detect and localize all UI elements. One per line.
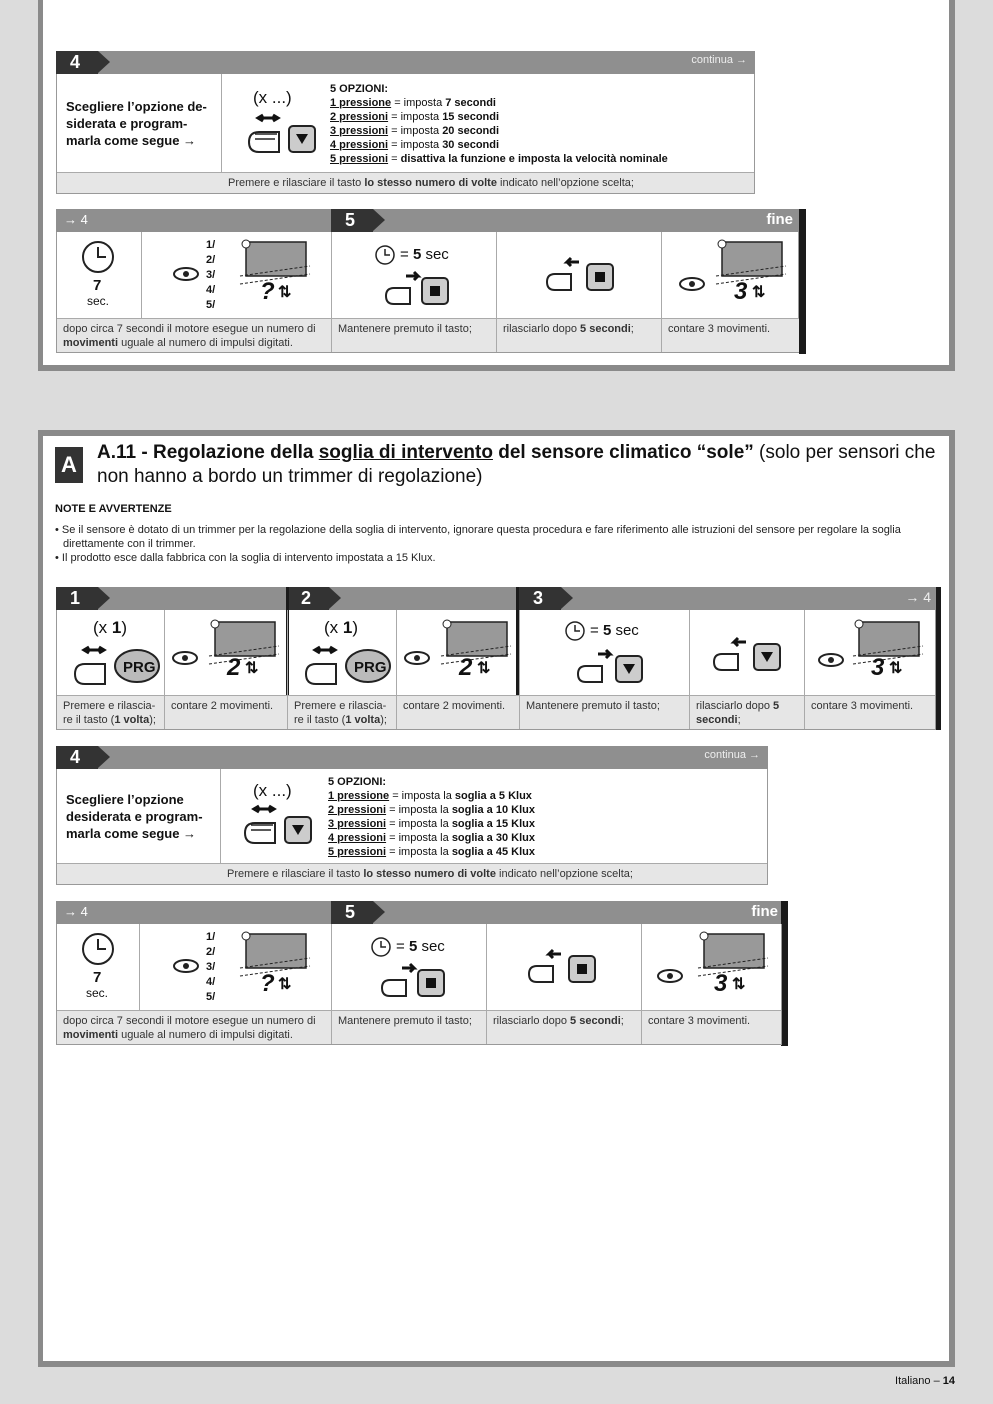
row2-note-a: dopo circa 7 secondi il motore esegue un numero di movimenti uguale al numero di impulsi digitati. <box>57 1010 332 1044</box>
hold-duration: = 5 sec <box>396 938 445 955</box>
up-down-arrows-icon: ⇅ <box>889 660 903 677</box>
eye-icon <box>172 958 200 979</box>
hand-down-button-icon <box>572 644 652 691</box>
seconds-unit: sec. <box>86 986 109 1000</box>
roller-shutter-icon <box>238 236 318 317</box>
step3-number: 3 <box>519 587 561 610</box>
step2-note: Premere e rilascia-re il tasto (1 volta); <box>288 695 397 729</box>
hand-down-button-icon <box>241 112 321 167</box>
seconds-unit: sec. <box>87 294 110 308</box>
row2-note-b: Mantenere premuto il tasto; <box>332 318 497 352</box>
options-list <box>328 775 535 859</box>
movement-count: 2 <box>459 654 473 681</box>
step-number: 4 <box>56 746 98 769</box>
eye-icon <box>172 266 200 287</box>
svg-text:PRG: PRG <box>123 659 156 676</box>
up-down-arrows-icon: ⇅ <box>477 660 491 677</box>
row2-note-d: contare 3 movimenti. <box>662 318 799 352</box>
row2-note-a: dopo circa 7 secondi il motore esegue un numero di movimenti uguale al numero di impulsi digitati. <box>57 318 332 352</box>
press-count: (x ...) <box>253 88 292 107</box>
bottom-step4-header <box>56 746 768 769</box>
option-2: 2 pressioni = imposta 15 secondi <box>330 111 500 123</box>
note-bullet-2: • Il prodotto esce dalla fabbrica con la soglia di intervento impostata a 15 Klux. <box>55 552 436 564</box>
step4-note: Premere e rilasciare il tasto lo stesso numero di volte indicato nell’opzione scelta; <box>57 172 754 193</box>
clock-icon <box>564 620 586 647</box>
clock-icon <box>370 936 392 963</box>
eye-icon <box>171 650 199 671</box>
press-count: (x 1) <box>93 618 128 637</box>
language-label: Italiano – <box>895 1375 943 1387</box>
row2-body <box>56 232 799 353</box>
up-down-arrows-icon: ⇅ <box>732 976 746 993</box>
option-3: 3 pressioni = imposta la soglia a 15 Klux <box>328 818 535 830</box>
hand-release-button-icon <box>708 632 788 679</box>
option-1: 1 pressione = imposta la soglia a 5 Klux <box>328 790 532 802</box>
step5-number: 5 <box>331 209 373 232</box>
notes-list <box>55 523 945 565</box>
step1-count-note: contare 2 movimenti. <box>165 695 288 729</box>
step5-number: 5 <box>331 901 373 924</box>
hand-stop-button-icon <box>376 960 456 1005</box>
step4-instruction: Scegliere l’opzione de-siderata e program-marla come segue → <box>66 99 207 148</box>
roller-shutter-icon <box>207 616 287 697</box>
step2-number: 2 <box>287 587 329 610</box>
end-label: fine <box>766 211 793 228</box>
goto-step4-label: → 4 <box>64 212 88 227</box>
roller-shutter-icon <box>696 928 776 1009</box>
step1-number: 1 <box>56 587 98 610</box>
step4-instruction: Scegliere l’opzione desiderata e program-marla come segue → <box>66 792 203 841</box>
step4-body <box>56 74 755 194</box>
hand-down-button-icon <box>237 803 317 858</box>
row2-header <box>56 209 801 232</box>
movement-count: 3 <box>734 278 748 305</box>
continue-label: continua → <box>704 749 760 761</box>
option-1: 1 pressione = imposta 7 secondi <box>330 97 496 109</box>
seconds-value: 7 <box>93 277 102 294</box>
option-4: 4 pressioni = imposta 30 secondi <box>330 139 500 151</box>
eye-icon <box>678 276 706 297</box>
roller-shutter-icon <box>851 616 931 697</box>
step-number: 4 <box>56 51 98 74</box>
hand-stop-button-icon <box>380 268 460 313</box>
options-title: 5 OPZIONI: <box>330 83 389 95</box>
press-count: (x ...) <box>253 781 292 800</box>
bottom-step4-body <box>56 769 768 885</box>
up-down-arrows-icon: ⇅ <box>278 976 292 993</box>
up-down-arrows-icon: ⇅ <box>278 284 292 301</box>
roller-shutter-icon <box>714 236 794 317</box>
bottom-panel <box>38 430 955 1367</box>
options-list <box>330 82 668 166</box>
movement-count: 2 <box>227 654 241 681</box>
section-badge: A <box>55 447 83 483</box>
clock-icon <box>374 244 396 271</box>
row2-note-c: rilasciarlo dopo 5 secondi; <box>487 1010 642 1044</box>
bottom-row1-header <box>56 587 939 610</box>
step1-note: Premere e rilascia-re il tasto (1 volta); <box>57 695 165 729</box>
hand-prg-button-icon <box>67 642 163 697</box>
eye-icon <box>403 650 431 671</box>
seconds-value: 7 <box>93 969 102 986</box>
step4-note: Premere e rilasciare il tasto lo stesso numero di volte indicato nell’opzione scelta; <box>57 863 767 884</box>
note-bullet-1: • Se il sensore è dotato di un trimmer per la regolazione della soglia di intervento, ignorare questa procedura e fare riferimento alle istruzioni del sensore per regolare la soglia direttamente con il trimmer. <box>55 524 901 550</box>
notes-title: NOTE E AVVERTENZE <box>55 503 172 515</box>
movement-counts: 1/ 2/ 3/ 4/ 5/ <box>206 931 216 1003</box>
unknown-count: ? <box>260 278 275 305</box>
step2-count-note: contare 2 movimenti. <box>397 695 520 729</box>
hold-duration: = 5 sec <box>400 246 449 263</box>
goto-step4-label: → 4 <box>64 904 88 919</box>
goto-step4-label: → 4 <box>905 589 931 605</box>
press-count: (x 1) <box>324 618 359 637</box>
page-number: 14 <box>942 1375 955 1387</box>
option-5: 5 pressioni = imposta la soglia a 45 Klux <box>328 846 535 858</box>
option-3: 3 pressioni = imposta 20 secondi <box>330 125 500 137</box>
step4-header <box>56 51 755 74</box>
step3-release-note: rilasciarlo dopo 5 secondi; <box>690 695 805 729</box>
options-title: 5 OPZIONI: <box>328 776 387 788</box>
hand-prg-button-icon <box>298 642 394 697</box>
hand-release-button-icon <box>523 946 603 991</box>
section-title: A.11 - Regolazione della soglia di intervento del sensore climatico “sole” (solo per sensori che non hanno a bordo un trimmer di regolazione) <box>97 442 936 487</box>
continue-label: continua → <box>691 54 747 66</box>
bottom-row1-body <box>56 610 936 730</box>
row2-note-b: Mantenere premuto il tasto; <box>332 1010 487 1044</box>
svg-text:PRG: PRG <box>354 659 387 676</box>
eye-icon <box>817 652 845 673</box>
row2-note-c: rilasciarlo dopo 5 secondi; <box>497 318 662 352</box>
step3-hold-note: Mantenere premuto il tasto; <box>520 695 690 729</box>
unknown-count: ? <box>260 970 275 997</box>
bottom-row2-body <box>56 924 782 1045</box>
up-down-arrows-icon: ⇅ <box>245 660 259 677</box>
option-4: 4 pressioni = imposta la soglia a 30 Klux <box>328 832 535 844</box>
end-label: fine <box>751 903 778 920</box>
movement-count: 3 <box>714 970 728 997</box>
option-2: 2 pressioni = imposta la soglia a 10 Klux <box>328 804 535 816</box>
bottom-row2-header <box>56 901 786 924</box>
option-5: 5 pressioni = disattiva la funzione e imposta la velocità nominale <box>330 153 668 165</box>
row2-note-d: contare 3 movimenti. <box>642 1010 781 1044</box>
clock-icon <box>81 932 115 971</box>
clock-icon <box>81 240 115 279</box>
hand-release-button-icon <box>541 254 621 299</box>
eye-icon <box>656 968 684 989</box>
roller-shutter-icon <box>439 616 519 697</box>
movement-count: 3 <box>871 654 885 681</box>
up-down-arrows-icon: ⇅ <box>752 284 766 301</box>
step3-count-note: contare 3 movimenti. <box>805 695 935 729</box>
hold-duration: = 5 sec <box>590 622 639 639</box>
page-footer <box>895 1375 955 1387</box>
roller-shutter-icon <box>238 928 318 1009</box>
movement-counts: 1/ 2/ 3/ 4/ 5/ <box>206 239 216 311</box>
